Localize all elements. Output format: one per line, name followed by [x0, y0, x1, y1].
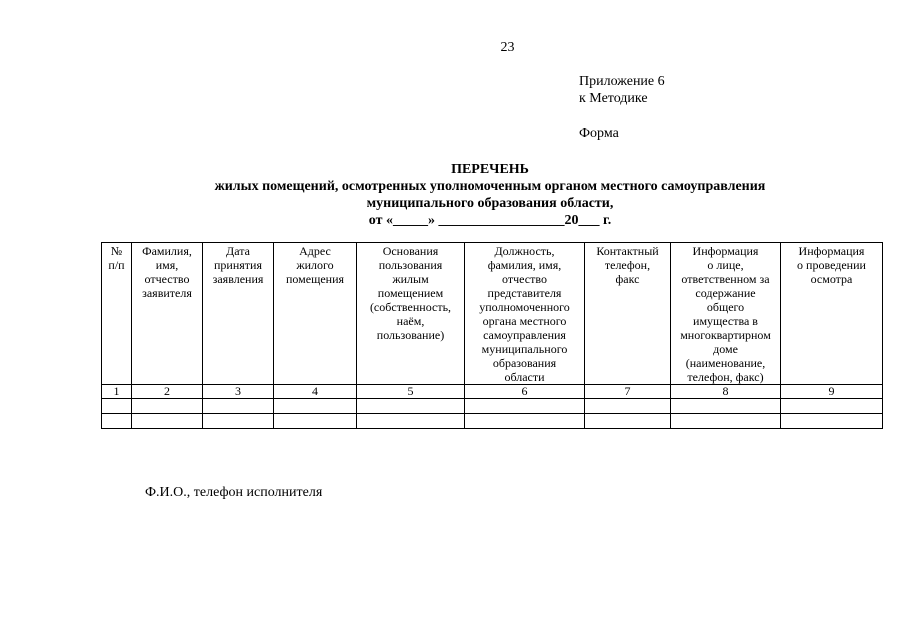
column-number-cell: 8: [671, 385, 781, 399]
column-header-line: жилого: [296, 258, 334, 272]
column-header-line: содержание: [695, 286, 756, 300]
table-cell[interactable]: [585, 399, 671, 414]
column-header-line: доме: [713, 342, 738, 356]
column-header-line: области: [504, 370, 545, 384]
form-label: Форма: [579, 126, 619, 141]
document-title: [90, 161, 890, 229]
column-header-line: органа местного: [482, 314, 567, 328]
table-cell[interactable]: [781, 414, 883, 429]
column-header-line: фамилия, имя,: [487, 258, 562, 272]
column-header-3: [203, 243, 274, 385]
table-cell[interactable]: [465, 414, 585, 429]
column-number-cell: 7: [585, 385, 671, 399]
column-header-line: представителя: [487, 286, 562, 300]
column-header-line: имя,: [155, 258, 179, 272]
column-header-line: образования: [492, 356, 557, 370]
table-cell[interactable]: [585, 414, 671, 429]
table-cell[interactable]: [781, 399, 883, 414]
table-cell[interactable]: [274, 414, 357, 429]
column-header-line: Контактный: [596, 244, 659, 258]
appendix-line-1: Приложение 6: [579, 74, 665, 89]
column-header-line: телефон,: [604, 258, 651, 272]
register-table: [101, 242, 883, 429]
column-header-line: п/п: [108, 258, 125, 272]
column-header-line: заявителя: [142, 286, 192, 300]
column-header-line: Информация: [798, 244, 865, 258]
column-number-cell: 1: [102, 385, 132, 399]
column-header-line: уполномоченного: [479, 300, 570, 314]
table-cell[interactable]: [132, 399, 203, 414]
column-header-9: [781, 243, 883, 385]
table-cell[interactable]: [465, 399, 585, 414]
column-header-7: [585, 243, 671, 385]
column-header-line: ответственном за: [681, 272, 770, 286]
column-header-5: [357, 243, 465, 385]
column-header-line: отчество: [502, 272, 547, 286]
column-header-line: помещением: [377, 286, 444, 300]
title-line-2: жилых помещений, осмотренных уполномоченным органом местного самоуправления: [214, 179, 766, 194]
table-cell[interactable]: [671, 399, 781, 414]
column-header-line: (собственность,: [369, 300, 452, 314]
executor-label: Ф.И.О., телефон исполнителя: [145, 485, 323, 500]
column-header-line: отчество: [144, 272, 190, 286]
column-header-line: о лице,: [707, 258, 744, 272]
column-header-2: [132, 243, 203, 385]
table-cell[interactable]: [102, 399, 132, 414]
table-row: [102, 399, 883, 414]
column-header-line: Адрес: [299, 244, 331, 258]
column-number-cell: 3: [203, 385, 274, 399]
column-header-line: общего: [706, 300, 745, 314]
page-number: 23: [500, 40, 515, 55]
column-header-line: наём,: [396, 314, 425, 328]
title-line-4: от «_____» __________________20___ г.: [368, 213, 612, 228]
table-cell[interactable]: [274, 399, 357, 414]
column-header-line: Фамилия,: [142, 244, 192, 258]
table-cell[interactable]: [203, 399, 274, 414]
table-cell[interactable]: [357, 414, 465, 429]
column-number-cell: 2: [132, 385, 203, 399]
column-header-line: заявления: [212, 272, 264, 286]
title-line-1: ПЕРЕЧЕНЬ: [451, 162, 529, 177]
header-row: [102, 243, 883, 385]
column-header-6: [465, 243, 585, 385]
table-row: [102, 414, 883, 429]
column-header-1: [102, 243, 132, 385]
column-number-cell: 5: [357, 385, 465, 399]
column-header-line: принятия: [214, 258, 262, 272]
column-header-line: пользование): [376, 328, 445, 342]
column-header-line: №: [110, 244, 123, 258]
column-header-line: самоуправления: [483, 328, 566, 342]
column-header-line: Информация: [692, 244, 759, 258]
table-cell[interactable]: [357, 399, 465, 414]
column-header-line: жилым: [392, 272, 429, 286]
column-header-line: осмотра: [810, 272, 853, 286]
column-header-line: Дата: [226, 244, 250, 258]
column-header-line: факс: [615, 272, 640, 286]
column-header-line: телефон, факс): [687, 370, 764, 384]
column-header-line: помещения: [285, 272, 345, 286]
column-number-cell: 9: [781, 385, 883, 399]
table-cell[interactable]: [102, 414, 132, 429]
column-number-cell: 4: [274, 385, 357, 399]
table-cell[interactable]: [203, 414, 274, 429]
table-cell[interactable]: [132, 414, 203, 429]
column-header-line: (наименование,: [685, 356, 766, 370]
column-header-line: муниципального: [481, 342, 568, 356]
appendix-line-2: к Методике: [579, 91, 648, 106]
column-header-line: пользования: [378, 258, 443, 272]
column-number-cell: 6: [465, 385, 585, 399]
table-cell[interactable]: [671, 414, 781, 429]
column-number-row: [102, 385, 883, 399]
column-header-4: [274, 243, 357, 385]
column-header-line: имущества в: [693, 314, 758, 328]
column-header-line: о проведении: [797, 258, 866, 272]
column-header-line: Основания: [382, 244, 439, 258]
column-header-line: многоквартирном: [680, 328, 771, 342]
appendix-reference: [579, 73, 665, 107]
column-header-8: [671, 243, 781, 385]
title-line-3: муниципального образования области,: [366, 196, 614, 211]
column-header-line: Должность,: [494, 244, 555, 258]
